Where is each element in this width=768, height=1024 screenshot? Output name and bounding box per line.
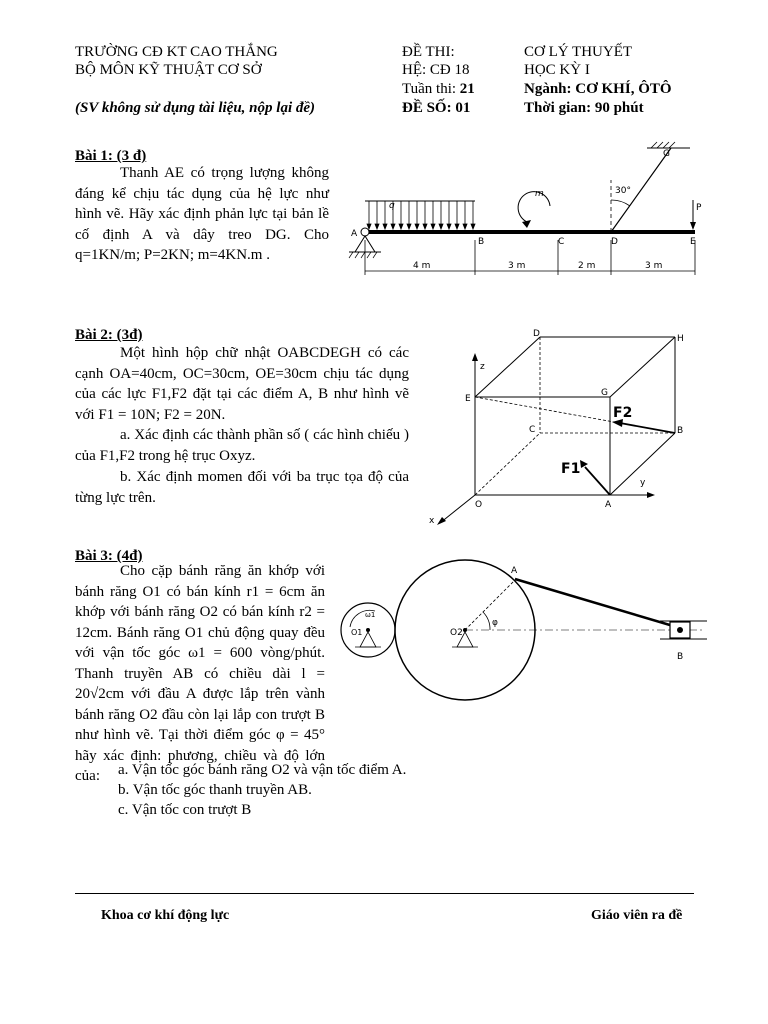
problem3-item-c: c. Vận tốc con trượt B — [118, 802, 252, 818]
label-f2: F2 — [613, 405, 633, 421]
exam-label: ĐỀ THI: — [402, 44, 455, 60]
label-b: B — [677, 652, 684, 662]
major-label: Ngành: — [524, 81, 576, 97]
distributed-load-arrow — [439, 224, 443, 229]
distributed-load-arrow — [463, 224, 467, 229]
dim-2m: 2 m — [578, 261, 596, 271]
label-p: P — [696, 203, 702, 213]
distributed-load-arrow — [455, 224, 459, 229]
problem2-text: Một hình hộp chữ nhật OABCDEGH có các cạnh OA=40cm, OC=30cm, OE=30cm chịu tác dụng của các lực F1,F2 đặt tại các điểm A, B như hình vẽ với F1 = 10N; F2 = 20N. — [75, 345, 409, 423]
problem1-title: Bài 1: (3 đ) — [75, 148, 147, 164]
label-e: E — [465, 394, 471, 404]
time-label: Thời gian: — [524, 100, 595, 116]
label-phi: φ — [492, 618, 498, 628]
label-m: m — [535, 189, 544, 199]
label-a: A — [351, 229, 358, 239]
label-a: A — [511, 566, 518, 576]
distributed-load-arrow — [423, 224, 427, 229]
label-o2: O2 — [450, 628, 463, 638]
label-d: D — [533, 329, 540, 339]
exam-note: (SV không sử dụng tài liệu, nộp lại đề) — [75, 100, 316, 116]
rod-ab — [515, 579, 680, 628]
exam-number — [402, 99, 470, 118]
distributed-load-arrow — [383, 224, 387, 229]
distributed-load-arrow — [415, 224, 419, 229]
exam-week — [402, 80, 475, 99]
beam-ae — [365, 230, 695, 234]
problem3-text: Cho cặp bánh răng ăn khớp với bánh răng O1 có bán kính r1 = 6cm ăn khớp với bánh răng O2 có bán kính r2 = 12cm. Bánh răng O1 chủ động quay đều với vận tốc góc ω1 = 600 vòng/phút. Thanh truyền AB có chiều dài l = 20√2cm với đầu A được lắp trên vành bánh răng O2 đầu còn lại lắp con trượt B như hình vẽ. Tại thời điểm góc φ = 45° hãy xác định: phương, chiều và độ lớn của: — [75, 563, 325, 784]
label-o1: O1 — [351, 628, 363, 637]
problem3-figure — [335, 555, 715, 710]
dim-4m: 4 m — [413, 261, 431, 271]
problem3-title: Bài 3: (4đ) — [75, 548, 143, 564]
semester: HỌC KỲ I — [524, 62, 590, 78]
week-label: Tuần thi: — [402, 81, 460, 97]
problem3-item-b: b. Vận tốc góc thanh truyền AB. — [118, 782, 312, 798]
label-h: H — [677, 334, 684, 344]
problem2-part-b: b. Xác định momen đối với ba trục tọa độ của từng lực trên. — [75, 469, 409, 506]
footer-right: Giáo viên ra đề — [591, 908, 683, 923]
label-b: B — [677, 426, 684, 436]
problem3-item-a: a. Vận tốc góc bánh răng O2 và vận tốc điểm A. — [118, 762, 407, 778]
week-value: 21 — [459, 81, 475, 97]
label-c: C — [558, 237, 565, 247]
label-d: D — [611, 237, 618, 247]
angle-label: 30° — [615, 186, 631, 196]
problem1-figure — [345, 140, 715, 285]
label-a: A — [605, 500, 612, 510]
exam-no-value: 01 — [455, 100, 471, 116]
exam-time — [524, 99, 644, 118]
problem2-figure — [425, 325, 715, 530]
label-omega1: ω1 — [365, 611, 376, 619]
major — [524, 80, 672, 99]
dim-3m-1: 3 m — [508, 261, 526, 271]
distributed-load-arrow — [375, 224, 379, 229]
system: HỆ: CĐ 18 — [402, 62, 470, 78]
distributed-load-arrow — [471, 224, 475, 229]
label-g: G — [601, 388, 608, 398]
distributed-load-arrow — [399, 224, 403, 229]
school-name: TRƯỜNG CĐ KT CAO THẮNG — [75, 44, 278, 60]
distributed-load-arrow — [367, 224, 371, 229]
label-c: C — [529, 425, 536, 435]
axis-y: y — [640, 478, 646, 488]
distributed-load-arrow — [407, 224, 411, 229]
label-e: E — [690, 237, 696, 247]
footer-left: Khoa cơ khí động lực — [101, 908, 230, 923]
force-f1-arrow — [580, 460, 588, 468]
major-value: CƠ KHÍ, ÔTÔ — [575, 81, 672, 97]
subject: CƠ LÝ THUYẾT — [524, 44, 633, 60]
distributed-load-arrow — [431, 224, 435, 229]
distributed-load-arrow — [447, 224, 451, 229]
label-b: B — [478, 237, 485, 247]
problem1-text: Thanh AE có trọng lượng không đáng kể chịu tác dụng của hệ lực như hình vẽ. Hãy xác định phản lực tại bản lề cố định A và dây treo DG. Cho q=1KN/m; P=2KN; m=4KN.m . — [75, 165, 329, 263]
axis-z: z — [480, 362, 485, 372]
label-g: G — [663, 149, 670, 159]
label-q: q — [389, 201, 395, 211]
label-o: O — [475, 500, 483, 510]
department-name: BỘ MÔN KỸ THUẬT CƠ SỞ — [75, 62, 262, 78]
time-value: 90 phút — [594, 100, 644, 116]
problem2-title: Bài 2: (3đ) — [75, 327, 143, 343]
label-f1: F1 — [561, 461, 581, 477]
distributed-load-arrow — [391, 224, 395, 229]
axis-x: x — [429, 516, 435, 526]
dim-3m-2: 3 m — [645, 261, 663, 271]
footer-divider — [75, 893, 694, 894]
problem2-part-a: a. Xác định các thành phần số ( các hình chiếu ) của F1,F2 trong hệ trục Oxyz. — [75, 427, 409, 464]
exam-no-label: ĐỀ SỐ: — [402, 100, 456, 116]
